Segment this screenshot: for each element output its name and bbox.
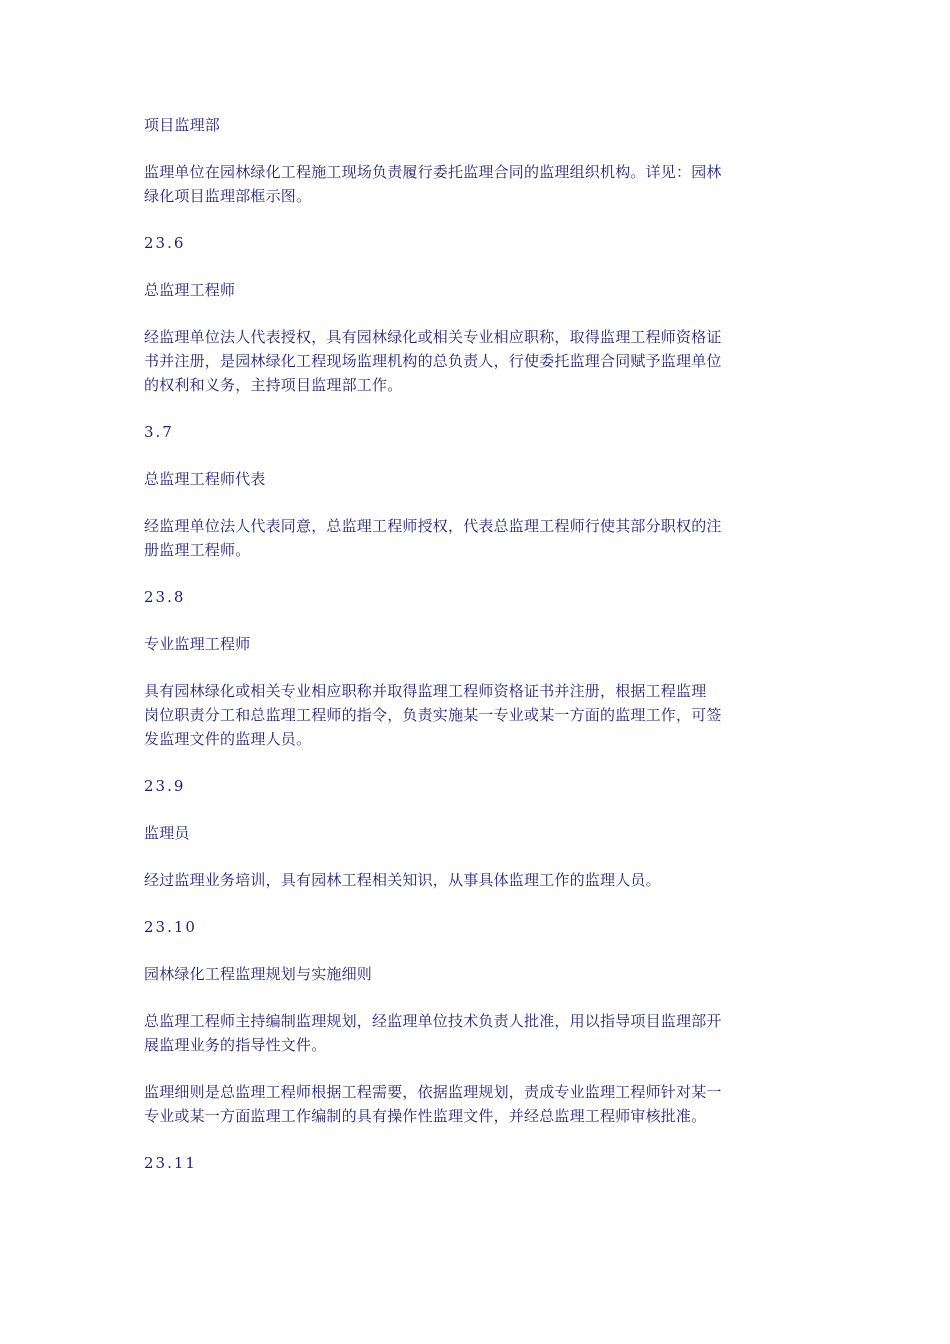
section-heading xyxy=(144,962,808,986)
section-heading xyxy=(144,821,808,845)
text-line: 经监理单位法人代表同意，总监理工程师授权，代表总监理工程师行使其部分职权的注 xyxy=(144,517,722,535)
text-line: 的权利和义务，主持项目监理部工作。 xyxy=(144,376,403,394)
text-line: 经过监理业务培训，具有园林工程相关知识，从事具体监理工作的监理人员。 xyxy=(144,871,661,889)
section-number xyxy=(144,585,808,609)
text-line: 专业监理工程师 xyxy=(144,635,251,653)
text-line: 总监理工程师代表 xyxy=(144,470,266,488)
text-line: 23.8 xyxy=(144,588,186,606)
text-line: 23.11 xyxy=(144,1154,197,1172)
paragraph xyxy=(144,325,808,397)
text-line: 23.6 xyxy=(144,234,186,252)
paragraph xyxy=(144,1009,808,1057)
section-number xyxy=(144,231,808,255)
text-line: 经监理单位法人代表授权，具有园林绿化或相关专业相应职称，取得监理工程师资格证 xyxy=(144,328,722,346)
section-heading xyxy=(144,632,808,656)
text-line: 监理单位在园林绿化工程施工现场负责履行委托监理合同的监理组织机构。详见：园林 xyxy=(144,163,722,181)
text-line: 册监理工程师。 xyxy=(144,541,251,559)
paragraph xyxy=(144,160,808,208)
section-heading xyxy=(144,278,808,302)
text-line: 绿化项目监理部框示图。 xyxy=(144,187,312,205)
section-number xyxy=(144,1151,808,1175)
text-line: 监理员 xyxy=(144,824,190,842)
text-line: 具有园林绿化或相关专业相应职称并取得监理工程师资格证书并注册，根据工程监理 xyxy=(144,682,707,700)
text-line: 项目监理部 xyxy=(144,116,221,134)
text-line: 岗位职责分工和总监理工程师的指令，负责实施某一专业或某一方面的监理工作，可签 xyxy=(144,706,722,724)
text-line: 专业或某一方面监理工作编制的具有操作性监理文件，并经总监理工程师审核批准。 xyxy=(144,1107,707,1125)
text-line: 书并注册，是园林绿化工程现场监理机构的总负责人，行使委托监理合同赋予监理单位 xyxy=(144,352,722,370)
text-line: 展监理业务的指导性文件。 xyxy=(144,1036,327,1054)
section-number xyxy=(144,915,808,939)
section-heading xyxy=(144,467,808,491)
text-line: 监理细则是总监理工程师根据工程需要，依据监理规划，责成专业监理工程师针对某一 xyxy=(144,1083,722,1101)
text-line: 总监理工程师 xyxy=(144,281,236,299)
text-line: 发监理文件的监理人员。 xyxy=(144,730,312,748)
paragraph xyxy=(144,679,808,751)
paragraph xyxy=(144,1080,808,1128)
text-line: 总监理工程师主持编制监理规划，经监理单位技术负责人批准，用以指导项目监理部开 xyxy=(144,1012,722,1030)
section-heading xyxy=(144,113,808,137)
text-line: 园林绿化工程监理规划与实施细则 xyxy=(144,965,373,983)
section-number xyxy=(144,774,808,798)
text-line: 23.9 xyxy=(144,777,186,795)
text-line: 23.10 xyxy=(144,918,197,936)
paragraph xyxy=(144,514,808,562)
document-page xyxy=(144,113,808,1198)
section-number xyxy=(144,420,808,444)
text-line: 3.7 xyxy=(144,423,174,441)
paragraph xyxy=(144,868,808,892)
